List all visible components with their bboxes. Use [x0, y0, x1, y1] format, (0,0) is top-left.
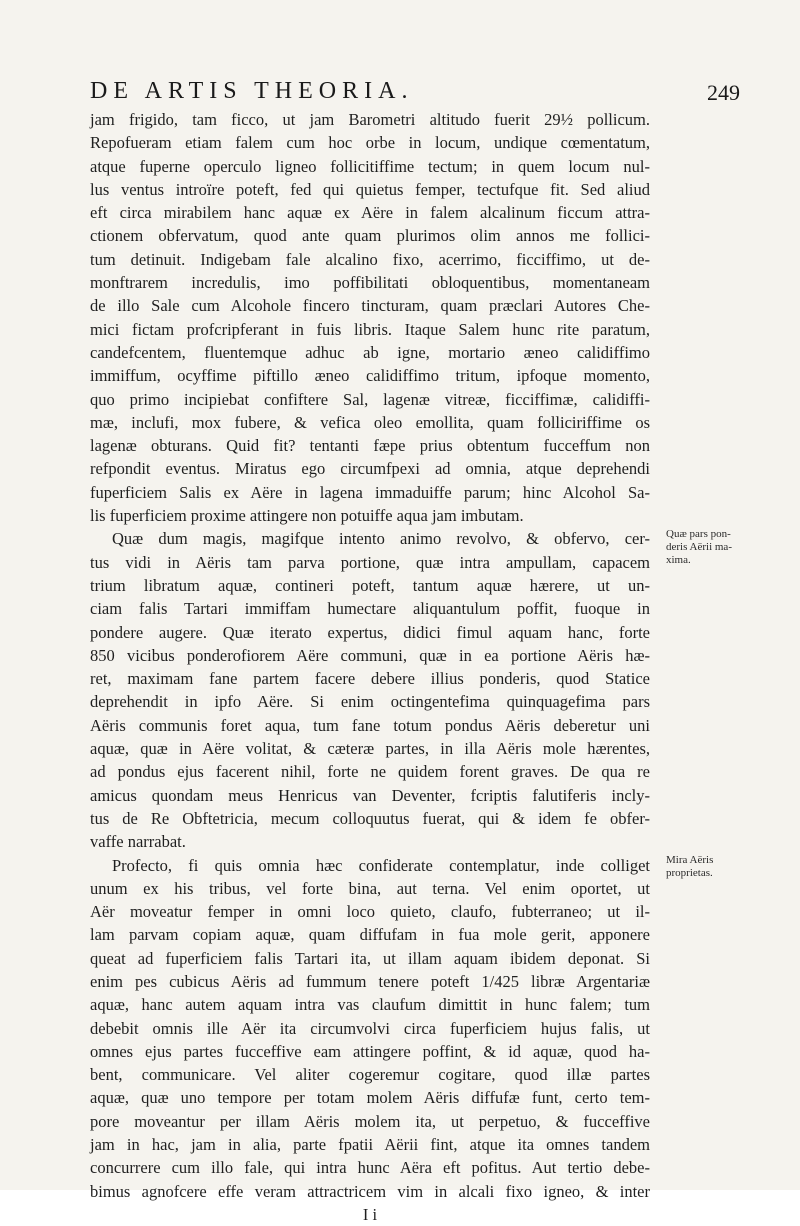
text-line: tus vidi in Aëris tam parva portione, quæ intra ampullam, capacem — [90, 552, 650, 572]
text-line: amicus quondam meus Henricus van Deventer, fcriptis falutiferis incly- — [90, 785, 650, 805]
text-line: Profecto, fi quis omnia hæc confiderate contemplatur, inde colliget — [112, 855, 650, 875]
text-line: candefcentem, fluentemque adhuc ab igne, mortario æneo calidiffimo — [90, 342, 650, 362]
margin-note — [666, 528, 766, 567]
margin-note-line: deris Aërii ma- — [666, 541, 732, 553]
text-line: bent, communicare. Vel aliter cogeremur cogitare, quod illæ partes — [90, 1065, 650, 1085]
text-line: tum detinuit. Indigebam fale alcalino fixo, acerrimo, ficciffimo, ut de- — [90, 249, 650, 269]
text-line: aquæ, hanc autem aquam intra vas claufum dimittit in hunc falem; tum — [90, 995, 650, 1015]
text-line: pore moveantur per illam Aëris molem ita, ut perpetuo, & fucceffive — [90, 1111, 650, 1131]
page-number: 249 — [707, 80, 740, 105]
text-line: ctionem obfervatum, quod ante quam plurimos olim annos me follici- — [90, 226, 650, 246]
text-line: lis fuperficiem proxime attingere non potuiffe aqua jam imbutam. — [90, 506, 524, 526]
text-line: ciam falis Tartari immiffam humectare aliquantulum poffit, fuoque in — [90, 599, 650, 619]
text-line: aquæ, quæ uno tempore per totam molem Aëris diffufæ funt, certo tem- — [90, 1088, 650, 1108]
text-line: jam in hac, jam in alia, parte fpatii Aërii fint, atque ita omnes tandem — [90, 1135, 650, 1155]
running-header — [90, 78, 740, 108]
text-line: ad pondus ejus facerent nihil, forte ne quidem forent graves. De qua re — [90, 762, 650, 782]
text-line: ret, maximam fane partem facere debere illius ponderis, quod Statice — [90, 669, 650, 689]
text-line: mici fictam profcripferant in fuis libris. Itaque Salem hunc rite paratum, — [90, 319, 650, 339]
text-line: enim pes cubicus Aëris ad fummum tenere poteft 1/425 libræ Argentariæ — [90, 971, 650, 991]
text-line: aquæ, quæ in Aëre volitat, & cæteræ partes, in illa Aëris mole hærentes, — [90, 739, 650, 759]
text-line: queat ad fuperficiem falis Tartari ita, ut illam aquam ibidem deponat. Si — [90, 948, 650, 968]
text-line: monftrarem incredulis, imo poffibilitati obloquentibus, momentaneam — [90, 273, 650, 293]
text-line: tus de Re Obftetricia, mecum colloquutus fuerat, qui & idem fe obfer- — [90, 808, 650, 828]
text-line: fuperficiem Salis ex Aëre in lagena immaduiffe parum; hinc Alcohol Sa- — [90, 482, 650, 502]
text-line: de illo Sale cum Alcohole fincero tincturam, quam præclari Autores Che- — [90, 296, 650, 316]
margin-note-line: proprietas. — [666, 867, 713, 879]
text-line: concurrere cum illo fale, qui intra hunc Aëra eft pofitus. Aut tertio debe- — [90, 1158, 650, 1178]
text-line: Repofueram etiam falem cum hoc orbe in locum, undique cœmentatum, — [90, 133, 650, 153]
margin-note — [666, 854, 766, 880]
text-line: Aëris communis foret aqua, tum fane totum pondus Aëris deberetur uni — [90, 715, 650, 735]
text-line: 850 vicibus ponderofiorem Aëre communi, quæ in ea portione Aëris hæ- — [90, 645, 650, 665]
text-line: trium libratum aquæ, contineri poteft, tantum aquæ hærere, ut un- — [90, 575, 650, 595]
text-line: lam parvam copiam aquæ, quam diffufam in fua mole gerit, apponere — [90, 925, 650, 945]
text-line: unum ex his tribus, vel forte bina, aut terna. Vel enim oportet, ut — [90, 878, 650, 898]
text-line: pondere augere. Quæ iterato expertus, didici fimul aquam hanc, forte — [90, 622, 650, 642]
text-line: debebit omnis ille Aër ita circumvolvi circa fuperficiem hujus falis, ut — [90, 1018, 650, 1038]
text-line: Quæ dum magis, magifque intento animo revolvo, & obfervo, cer- — [112, 529, 650, 549]
text-line: lus ventus introïre poteft, fed qui quietus femper, tectufque fit. Sed aliud — [90, 179, 650, 199]
text-line: bimus agnofcere effe veram attractricem vim in alcali fixo igneo, & inter — [90, 1181, 650, 1201]
text-line: atque fuperne operculo ligneo follicitiffime tectum; in quem locum nul- — [90, 156, 650, 176]
margin-note-line: Mira Aëris — [666, 854, 714, 866]
text-line: Aër moveatur femper in omni loco quieto, claufo, fubterraneo; ut il- — [90, 902, 650, 922]
text-line: immiffum, ocyffime piftillo æneo calidiffimo tritum, ipfoque momento, — [90, 366, 650, 386]
text-line: lagenæ obturans. Quid fit? tentanti fæpe prius obtentum fucceffum non — [90, 436, 650, 456]
text-line: deprehendit in ipfo Aëre. Si enim octingentefima quinquagefima pars — [90, 692, 650, 712]
text-line: omnes ejus partes fucceffive eam attingere poffint, & id aquæ, quod ha- — [90, 1041, 650, 1061]
text-line: mæ, inclufi, mox fubere, & vefica oleo emollita, quam folliciriffime os — [90, 412, 650, 432]
main-text — [90, 108, 650, 1226]
text-line: eft circa mirabilem hanc aquæ ex Aëre in falem alcalinum ficcum attra- — [90, 203, 650, 223]
running-title: DE ARTIS THEORIA. — [90, 78, 414, 104]
signature-mark: I i — [362, 1204, 378, 1224]
margin-note-line: xima. — [666, 554, 691, 566]
text-line: jam frigido, tam ficco, ut jam Barometri altitudo fuerit 29½ pollicum. — [90, 110, 650, 129]
margin-note-line: Quæ pars pon- — [666, 528, 731, 540]
text-line: refpondit eventus. Miratus ego circumfpexi ad omnia, atque deprehendi — [90, 459, 650, 479]
text-line: quo primo incipiebat confiftere Sal, lagenæ vitreæ, ficciffimæ, calidiffi- — [90, 389, 650, 409]
text-line: vaffe narrabat. — [90, 832, 186, 852]
